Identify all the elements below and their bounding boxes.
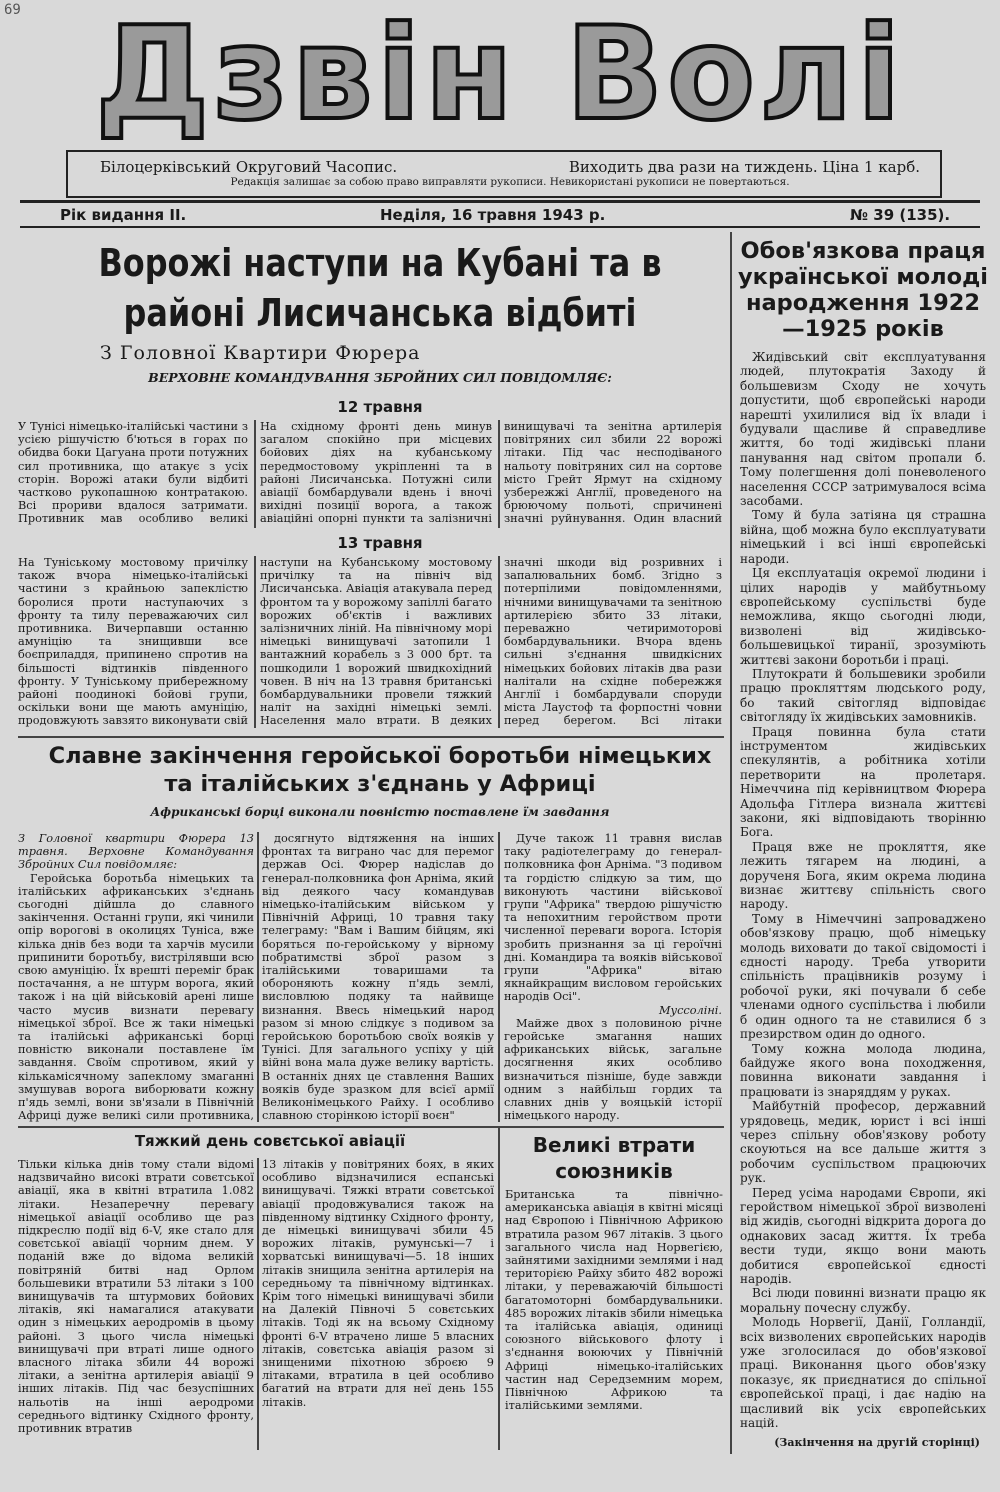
- col-divider: [498, 1126, 500, 1450]
- day1-col1: У Тунісі німецько-італійські частини з усією рішучістю б'ються в горах по обидва боки Цагуана проти потужних сил противника, що атакує з усіх сторін. Ворожі атаки були відбиті частково рукопашною контратакою. Всі прориви вдалося затримати. Противник мав особливо великі: [18, 420, 248, 525]
- side-paragraph: Майбутній професор, державний урядовець, медик, юрист і всі інші через спільну обов'язкову роботу скоуються на все дальше життя з робочим суспільством працюючих рук.: [740, 1099, 986, 1186]
- day2-col3: значні шкоди від розривних і запалювальних бомб. Згідно з потерпілими повідомленнями, нічними винищувачами та зенітною артилерією збито 33 літаки, переважно четиримоторові бомбардувальники. Вчора вдень сильні з'єднання швидкісних німецьких бойових літаків два рази налітали на східне побережжя Англії і бомбардували споруди міста Лаустоф та форпостні човни перед берегом. Всі літаки: [504, 556, 722, 728]
- col-divider: [498, 832, 500, 1122]
- col-divider: [257, 832, 259, 1122]
- africa-col1-text: Геройська боротьба німецьких та італійських африканських з'єднань сьогодні дійшла до славного закінчення. Останні групи, які чинили опір ворогові в околицях Туніса, вже кілька днів без води та харчів мусили припинити боротьбу, вистрілявши всю свою амуніцію. Їх врешті переміг брак постачання, а не штурм ворога, який також і на цій військовій арені лише часто мусив визнати перевагу німецької зброї. Все ж таки німецькі та італійські африканські борці повністю виконали поставлене їм завдання. Своїм спротивом, який у кількамісячному запеклому змаганні змушував ворога виборювати кожну п'ядь землі, вони зв'язали в Північній Африці дуже великі сили противника,: [18, 871, 254, 1122]
- day1-col2: На східному фронті день минув загалом спокійно при місцевих бойових діях на кубанському передмостовому укріпленні та в районі Лисичанська. Потужні сили авіації бомбардували вдень і вночі вихідні позиції ворога, а також авіаційні опорні пункти та залізничні: [260, 420, 492, 525]
- africa-col3-after: Майже двох з половиною річне геройське змагання наших африканських військ, загальне досягнення яких особливо визначиться пізніше, буде завжди одним з найбільш гордих та славних днів у вояцькій історії німецького народу.: [504, 1016, 722, 1122]
- africa-col2: [262, 832, 494, 1122]
- side-column-divider: [730, 232, 732, 1454]
- command-line: ВЕРХОВНЕ КОМАНДУВАННЯ ЗБРОЙНИХ СИЛ ПОВІДОМЛЯЄ:: [148, 370, 612, 385]
- africa-headline: Славне закінчення геройської боротьби німецьких та італійських з'єднань у Африці: [48, 743, 712, 797]
- side-paragraph: Жидівський світ експлуатування людей, плутократія Заходу й большевизм Сходу не хочуть допустити, щоб європейські народи нарешті ухилилися від їх влади і будували щасливе й справедливе життя, бо тоді жидівські плани панування над світом пропали б. Тому полегшення долі поневоленого населення СССР затримувалося всіма засобами.: [740, 350, 986, 509]
- soviet-col1: Тільки кілька днів тому стали відомі надзвичайно високі втрати совєтської авіації, яка в квітні втратила 1.082 літаки. Незаперечну перевагу німецької авіації особливо ще раз підкреслю події від 6-V, яке стало для совєтської авіації чорним днем. У поданій вже до відома великій повітряній битві над Орлом большевики втратили 53 літаки з 100 винищувачів та штурмових бойових літаків, які намагалися атакувати один з німецьких аеродромів в цьому районі. З цього числа німецькі винищувачі при втраті лише одного власного літака збили 44 ворожі літаки, а зенітна артилерія авіації 9 інших літаків. Під час безуспішних нальотів на інші аеродроми середнього відтинку Східного фронту, противник втратив: [18, 1158, 254, 1436]
- day-heading-13: 13 травня: [337, 534, 423, 552]
- main-source: З Головної Квартири Фюрера: [100, 342, 421, 364]
- issue-date: Неділя, 16 травня 1943 р.: [380, 206, 606, 224]
- day2-col1: На Туніському мостовому причілку також вчора німецько-італійські частини з крайньою запеклістю боролися проти наступаючих з фронту та тилу переважаючих сил противника. Вичерпавши останню амуніцію та знищивши все боєприладдя, припинено спротив на більшості відтинків південного фронту. У Туніському прибережному районі поодинокі бойові групи, оскільки вони ще мають амуніцію, продовжують завзято виконувати свій: [18, 556, 248, 728]
- side-headline: Обов'язкова праця української молоді народження 1922—1925 років: [738, 238, 988, 342]
- editorial-note: Редакція залишає за собою право виправляти рукописи. Невикористані рукописи не повертаються.: [230, 176, 790, 188]
- col-divider: [498, 420, 500, 528]
- allied-headline: Великі втрати союзників: [532, 1133, 696, 1183]
- side-paragraph: Тому в Німеччині запроваджено обов'язкову працю, щоб німецьку молодь виховати до такої свідомості і єдності народу. Треба утворити спільність працівників розуму і робочої руки, які почували б себе членами одного суспільства і любили б один одного та не ставилися б з презирством один до одного.: [740, 911, 986, 1042]
- section-rule: [18, 1126, 724, 1128]
- africa-subhead: Африканські борці виконали повністю поставлене їм завдання: [150, 805, 610, 819]
- issue-number: № 39 (135).: [850, 206, 951, 224]
- africa-col3-text: Дуче також 11 травня вислав таку радіотелеграму до генерал-полковника фон Арніма. "З подивом та гордістю слідкую за тим, що виконують частини військової групи "Африка" твердою рішучістю та непохитним геройством проти численної переваги ворога. Історія зробить признання за ці героїчні дні. Командира та вояків військової групи "Африка" вітаю якнайкращим висловом геройських народів Осі".: [504, 832, 722, 1004]
- side-paragraph: Плутократи й большевики зробили працю прокляттям людського роду, бо такий світогляд відповідає світогляду їх жидівських замовників.: [740, 666, 986, 725]
- col-divider: [254, 556, 256, 728]
- side-article: [740, 350, 986, 1450]
- side-paragraph: Молодь Норвегії, Данії, Голландії, всіх визволених європейських народів уже зголосилася до обов'язкової праці. Виконання цього обов'язку показує, як приєднатися до спільної європейської праці, і дає надію на щасливий вік усіх європейських націй.: [740, 1315, 986, 1431]
- africa-col2-text: досягнуто відтяження на інших фронтах та виграно час для перемог держав Осі. Фюрер надіслав до генерал-полковника фон Арніма, який від деякого часу командував німецько-італійським військом у Північній Африці, 10 травня таку телеграму: "Вам і Вашим бійцям, які боряться по-геройському у вірному побратимстві зброї разом з італійськими товаришами та обороняють кожну п'ядь землі, висловлюю подяку та найвище визнання. Ввесь німецький народ разом зі мною слідкує з подивом за геройською боротьбою своїх вояків у Тунісі. Для загального успіху у цій війні вона мала дуже велику вартість. В останніх днях це ставлення Ваших вояків буде зразком для всієї армії Великонімецького Райху. І особливо славною сторінкою історії воєн": [262, 832, 494, 1122]
- continued-note: (Закінчення на другій сторінці): [774, 1436, 980, 1449]
- top-rule: [20, 200, 980, 203]
- col-divider: [498, 556, 500, 728]
- day-heading-12: 12 травня: [337, 398, 423, 416]
- side-paragraph: Праця вже не прокляття, яке лежить тягарем на людині, а дорученя Бога, яким окрема людина визнає життєву спільність свого народу.: [740, 839, 986, 912]
- section-rule: [18, 736, 724, 738]
- masthead-title: Дзвін Волі: [95, 0, 905, 149]
- pencil-mark: 69: [4, 2, 21, 18]
- subtitle-line: [100, 158, 920, 176]
- col-divider: [254, 420, 256, 528]
- soviet-headline: Тяжкий день совєтської авіації: [134, 1132, 406, 1150]
- allied-text: Британська та північно-американська авіація в квітні місяці над Європою і Північною Африкою втратила разом 967 літаків. З цього загального числа над Норвегією, зайнятими західними землями і над територією Райху збито 482 ворожі літаки, у переважаючій більшості багатомоторні бомбардувальники. 485 ворожих літаків збили німецька та італійська авіація, одиниці союзного військового флоту і з'єднання воюючих у Північній Африці німецько-італійських частин над Середземним морем, Північною Африкою та італійськими землями.: [505, 1188, 723, 1413]
- side-paragraph: Праця повинна була стати інструментом жидівських спекулянтів, а робітника хотіли перетворити на пролетаря. Німеччина під керівництвом Фюрера Адольфа Гітлера визнала життєві закони, які відповідають творінню Бога.: [740, 724, 986, 840]
- day1-col3: винищувачі та зенітна артилерія повітряних сил збили 22 ворожі літаки. Під час несподіваного нальоту повітряних сил на сортове місто Грейт Ярмут на східному узбережжі Англії, проведеного на брюючому польоті, спричинені значні руйнування. Один власний: [504, 420, 722, 525]
- side-paragraph: Перед усіма народами Європи, які геройством німецької зброї визволені від жидів, сьогодні відкрита дорога до однакових засад життя. Їх треба вести туди, якщо вони мають добитися європейської єдності народів.: [740, 1185, 986, 1286]
- dateline-rule: [20, 226, 980, 228]
- africa-col1: [18, 832, 254, 1122]
- africa-col3: [504, 832, 722, 1122]
- side-paragraph: Всі люди повинні визнати працю як моральну почесну службу.: [740, 1286, 986, 1315]
- schedule-text: Виходить два рази на тиждень. Ціна 1 карб.: [568, 158, 920, 176]
- mussolini-signature: Муссоліні.: [658, 1003, 722, 1017]
- side-paragraph: Ця експлуатація окремої людини і цілих народів у майбутньому європейському суспільстві буде неможлива, якщо сьогодні люди, визволені від жидівсько-большевицької тиранії, зрозуміють життєві закони боротьби і праці.: [740, 566, 986, 667]
- year-label: Рік видання II.: [60, 206, 187, 224]
- side-paragraph: Тому й була затіяна ця страшна війна, щоб можна було експлуатувати німецький і всі інші європейські народи.: [740, 508, 986, 566]
- day2-col2: наступи на Кубанському мостовому причілку та на північ від Лисичанська. Авіація атакувала перед фронтом та у ворожому запіллі багато ворожих об'єктів і важливих залізничних ліній. На північному морі німецькі винищувачі затопили 1 вантажний корабель з 3 000 брт. та пошкодили 1 ворожий швидкохідний човен. В ніч на 13 травня британські бомбардувальники провели тяжкий наліт на західні німецькі землі. Населення мало втрати. В деяких: [260, 556, 492, 728]
- africa-col1-intro: З Головної квартири Фюрера 13 травня. Верховне Командування Збройних Сил повідомляє:: [18, 832, 254, 872]
- publisher-text: Білоцерківський Округовий Часопис.: [100, 158, 398, 176]
- col-divider: [257, 1158, 259, 1450]
- main-headline: Ворожі наступи на Кубані та в районі Лисичанська відбиті: [98, 241, 662, 335]
- soviet-col2: 13 літаків у повітряних боях, в яких особливо відзначилися еспанські винищувачі. Тяжкі втрати совєтської авіації продовжувалися також на південному відтинку Східного фронту, де німецькі винищувачі збили 45 ворожих літаків, румунські—7 і хорватські винищувачі—5. 18 інших літаків знищила зенітна артилерія на середньому та північному відтинках. Крім того німецькі винищувачі збили на Далекій Півночі 5 совєтських літаків. Тоді як на всьому Східному фронті 6-V втрачено лише 5 власних літаків, совєтська авіація разом зі знищеними піхотною зброєю 9 літаками, втратила в цей особливо багатий на втрати для неї день 155 літаків.: [262, 1158, 494, 1409]
- side-paragraph: Тому кожна молода людина, байдуже якого вона походження, повинна виконати завдання і працювати із знаряддям у руках.: [740, 1041, 986, 1099]
